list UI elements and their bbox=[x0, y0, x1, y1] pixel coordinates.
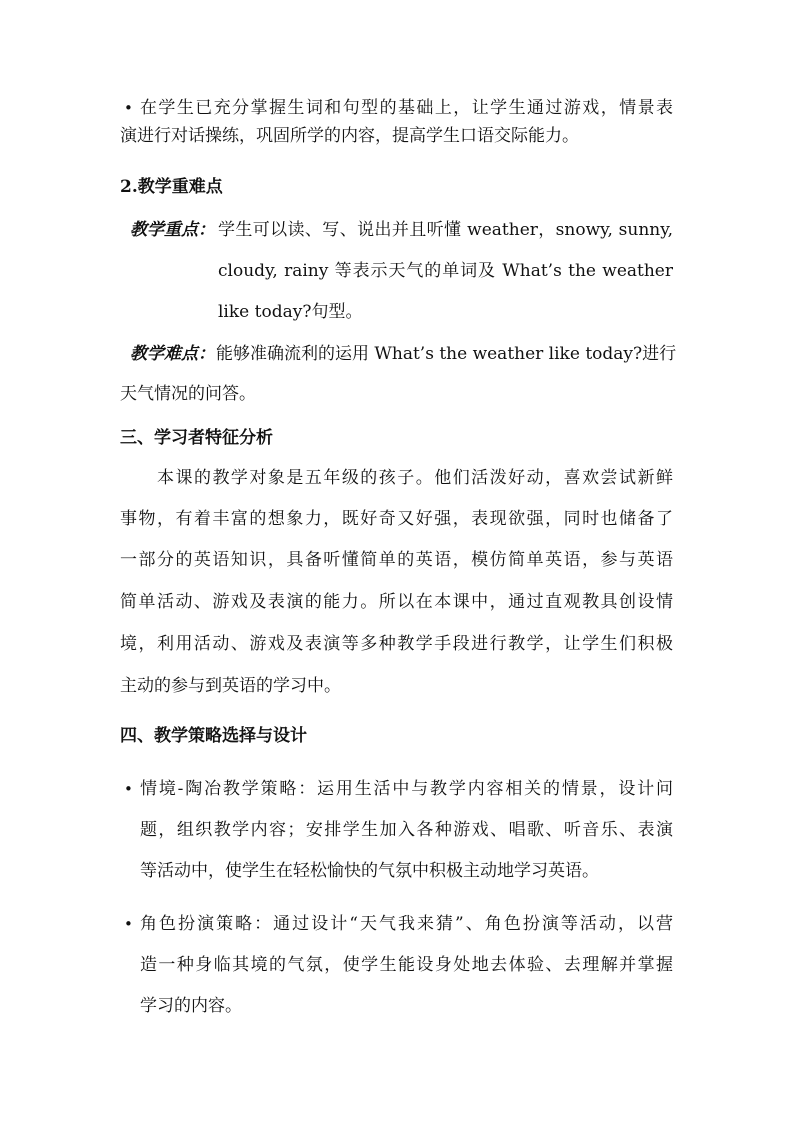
learner-analysis-line-2: 事物，有着丰富的想象力，既好奇又好强，表现欲强，同时也储备了 bbox=[120, 509, 673, 529]
difficult-point-line-1: 能够准确流利的运用 What’s the weather like today?进行 bbox=[216, 344, 677, 364]
difficult-point-line-2: 天气情况的问答。 bbox=[120, 384, 256, 404]
strategy-1-line-1: 情境-陶冶教学策略：运用生活中与教学内容相关的情景，设计问 bbox=[140, 779, 673, 799]
key-point-line-3: like today?句型。 bbox=[218, 302, 363, 322]
bullet-glyph: • bbox=[124, 915, 133, 933]
learner-analysis-line-5: 境，利用活动、游戏及表演等多种教学手段进行教学，让学生们积极 bbox=[120, 634, 673, 654]
strategy-2-line-3: 学习的内容。 bbox=[140, 996, 242, 1016]
strategy-2-line-1: 角色扮演策略：通过设计“天气我来猜”、角色扮演等活动，以营 bbox=[140, 914, 673, 934]
intro-bullet-line-1: 在学生已充分掌握生词和句型的基础上，让学生通过游戏，情景表 bbox=[140, 98, 673, 118]
section-2-heading: 2.教学重难点 bbox=[120, 177, 223, 197]
key-point-line-1: 学生可以读、写、说出并且听懂 weather，snowy, sunny, bbox=[218, 220, 673, 240]
strategy-1-line-3: 等活动中，使学生在轻松愉快的气氛中积极主动地学习英语。 bbox=[140, 861, 599, 881]
section-3-heading: 三、学习者特征分析 bbox=[120, 428, 273, 448]
learner-analysis-line-4: 简单活动、游戏及表演的能力。所以在本课中，通过直观教具创设情 bbox=[120, 592, 673, 612]
strategy-1-line-2: 题，组织教学内容；安排学生加入各种游戏、唱歌、听音乐、表演 bbox=[140, 820, 673, 840]
section-4-heading: 四、教学策略选择与设计 bbox=[120, 726, 307, 746]
key-point-label: 教学重点： bbox=[130, 220, 215, 240]
key-point-line-2: cloudy, rainy 等表示天气的单词及 What’s the weather bbox=[218, 261, 673, 281]
intro-bullet-line-2: 演进行对话操练，巩固所学的内容，提高学生口语交际能力。 bbox=[120, 126, 579, 146]
difficult-point-label: 教学难点： bbox=[130, 344, 215, 364]
bullet-glyph: • bbox=[124, 780, 133, 798]
bullet-glyph: • bbox=[124, 99, 133, 117]
learner-analysis-line-1: 本课的教学对象是五年级的孩子。他们活泼好动，喜欢尝试新鲜 bbox=[157, 468, 673, 488]
learner-analysis-line-3: 一部分的英语知识，具备听懂简单的英语，模仿简单英语，参与英语 bbox=[120, 550, 673, 570]
strategy-2-line-2: 造一种身临其境的气氛，使学生能设身处地去体验、去理解并掌握 bbox=[140, 955, 673, 975]
learner-analysis-line-6: 主动的参与到英语的学习中。 bbox=[120, 676, 341, 696]
